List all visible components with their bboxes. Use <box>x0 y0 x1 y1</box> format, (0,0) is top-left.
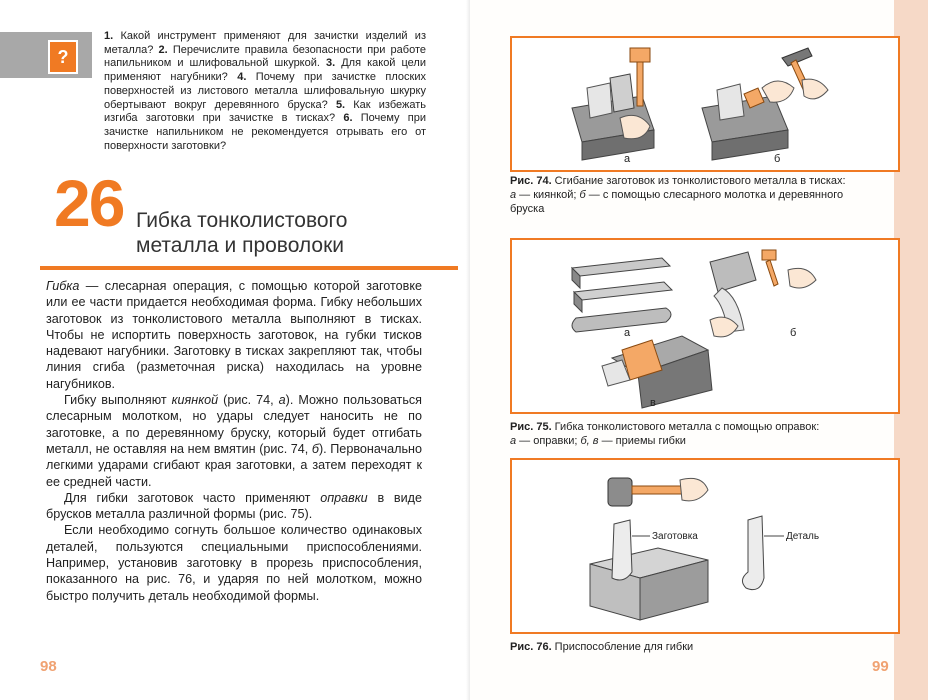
term-mandrels: оправки <box>320 490 368 505</box>
q2-number: 2. <box>158 43 168 56</box>
chapter-title-line1: Гибка тонколистового <box>136 209 348 232</box>
fig74-caption-a: а <box>510 189 517 201</box>
paragraph-2 <box>46 392 422 490</box>
figure-74-illustration <box>512 38 898 170</box>
paragraph-3-text-a: Для гибки заготовок часто применяют <box>64 490 321 505</box>
figure-75 <box>510 238 900 414</box>
bending-b-drawing <box>710 250 816 337</box>
fig75-caption-text: Гибка тонколистового металла с помощью оправок: <box>551 421 820 433</box>
chapter-title-line2: металла и проволоки <box>136 234 345 257</box>
chapter-body <box>46 278 422 604</box>
figure-74-caption <box>510 174 880 216</box>
fig74-caption-b-text: — с помощью слесарного молотка и деревянного бруска <box>510 189 844 215</box>
q4-number: 4. <box>237 71 247 84</box>
figure-76-illustration <box>512 460 898 632</box>
fig74-caption-a-text: — киянкой; <box>516 189 580 201</box>
fig75-caption-a-text: — оправки; <box>516 435 581 447</box>
vise-b-drawing <box>702 48 828 160</box>
figure-75-caption <box>510 420 880 448</box>
term-mallet: киянкой <box>171 393 219 408</box>
fig74-label-a: а <box>624 153 631 165</box>
fig75-caption-number: Рис. 75. <box>510 421 552 433</box>
chapter-title <box>136 208 456 258</box>
review-questions <box>104 30 426 153</box>
chapter-number: 26 <box>54 166 124 240</box>
q6-text: Почему при зачистке напильником не рекомендуется отрывать его от поверхности заготовки? <box>104 112 426 152</box>
paragraph-3 <box>46 490 422 523</box>
paragraph-2-text-a: Гибку выполняют <box>64 393 172 408</box>
q4-text: Почему при зачистке плоских поверхностей из листового металла шлифовальную шкурку обертывают вокруг деревянного бруска? <box>104 71 426 111</box>
paragraph-3-text-b: в виде брусков металла различной формы (рис. 75). <box>46 490 422 522</box>
term-bending: Гибка <box>46 279 80 293</box>
fig76-caption-number: Рис. 76. <box>510 641 552 653</box>
fig76-caption-text: Приспособление для гибки <box>551 641 694 653</box>
questions-marker-strip <box>0 32 92 78</box>
paragraph-1 <box>46 278 422 392</box>
paragraph-4: Если необходимо согнуть большое количество одинаковых деталей, пользуются специальными приспособлениями. Например, установив заготовку в прорезь приспособления, показанного на рис. 76, и ударяя по ней молотком, можно быстро получить деталь необходимой формы. <box>46 523 422 603</box>
q3-text: Для какой цели применяют нагубники? <box>104 57 426 84</box>
bending-c-drawing <box>602 336 712 408</box>
q1-number: 1. <box>104 30 114 42</box>
ref-letter-b: б <box>311 441 319 456</box>
figure-75-illustration <box>512 240 898 412</box>
paragraph-1-text: — слесарная операция, с помощью которой заготовке или ее части придается необходимая форма. Гибку небольших заготовок из тонколистового металла выполняют в тисках. Чтобы не испортить поверхность заготовок, на губки тисков надевают нагубники. Заготовку в тисках закрепляют так, чтобы линия сгиба (разметочная риска) находилась на уровне нагубников. <box>46 279 422 391</box>
vise-a-drawing <box>572 48 654 160</box>
fig75-caption-bc-text: — приемы гибки <box>598 435 686 447</box>
question-mark-icon: ? <box>48 40 78 74</box>
q5-text: Как избежать изгиба заготовки при зачистке в тисках? <box>104 98 426 125</box>
q6-number: 6. <box>343 112 353 125</box>
paragraph-2-text-d: ). Первоначально легкими ударами сгибают края заготовки, а затем переходят к ее средней части. <box>46 441 422 489</box>
fig76-label-blank: Заготовка <box>652 531 698 542</box>
q2-text: Перечислите правила безопасности при работе напильником и шлифовальной шкуркой. <box>104 43 426 70</box>
figure-74 <box>510 36 900 172</box>
fig75-label-c: в <box>650 397 656 409</box>
figure-76-caption <box>510 640 880 654</box>
fig75-caption-bc: б, в <box>580 435 599 447</box>
paragraph-2-text-b: (рис. 74, <box>218 393 279 408</box>
page-number-right: 99 <box>872 658 889 675</box>
q5-number: 5. <box>335 98 346 111</box>
fig74-caption-number: Рис. 74. <box>510 175 552 187</box>
page-number-left: 98 <box>40 658 57 675</box>
figure-76 <box>510 458 900 634</box>
q3-number: 3. <box>325 57 336 70</box>
title-underline <box>40 266 458 270</box>
fig76-label-part: Деталь <box>786 531 820 542</box>
mandrels-drawing <box>572 258 672 332</box>
fig75-label-b: б <box>790 327 797 339</box>
fig75-label-a: а <box>624 327 631 339</box>
fig74-caption-b: б <box>579 189 586 201</box>
paragraph-2-text-c: ). Можно пользоваться слесарным молотком, но удары следует наносить не по заготовке, а по деревянному бруску, который будет отгибать металл, не оставляя на нем вмятин (рис. 74, <box>46 393 422 456</box>
hammer-drawing <box>608 478 708 506</box>
finished-part-drawing <box>742 516 764 590</box>
q1-text: Какой инструмент применяют для зачистки изделий из металла? <box>104 30 426 56</box>
fig75-caption-a: а <box>510 435 517 447</box>
ref-letter-a: а <box>278 393 286 408</box>
fig74-caption-text: Сгибание заготовок из тонколистового металла в тисках: <box>551 175 846 187</box>
fig74-label-b: б <box>774 153 781 165</box>
